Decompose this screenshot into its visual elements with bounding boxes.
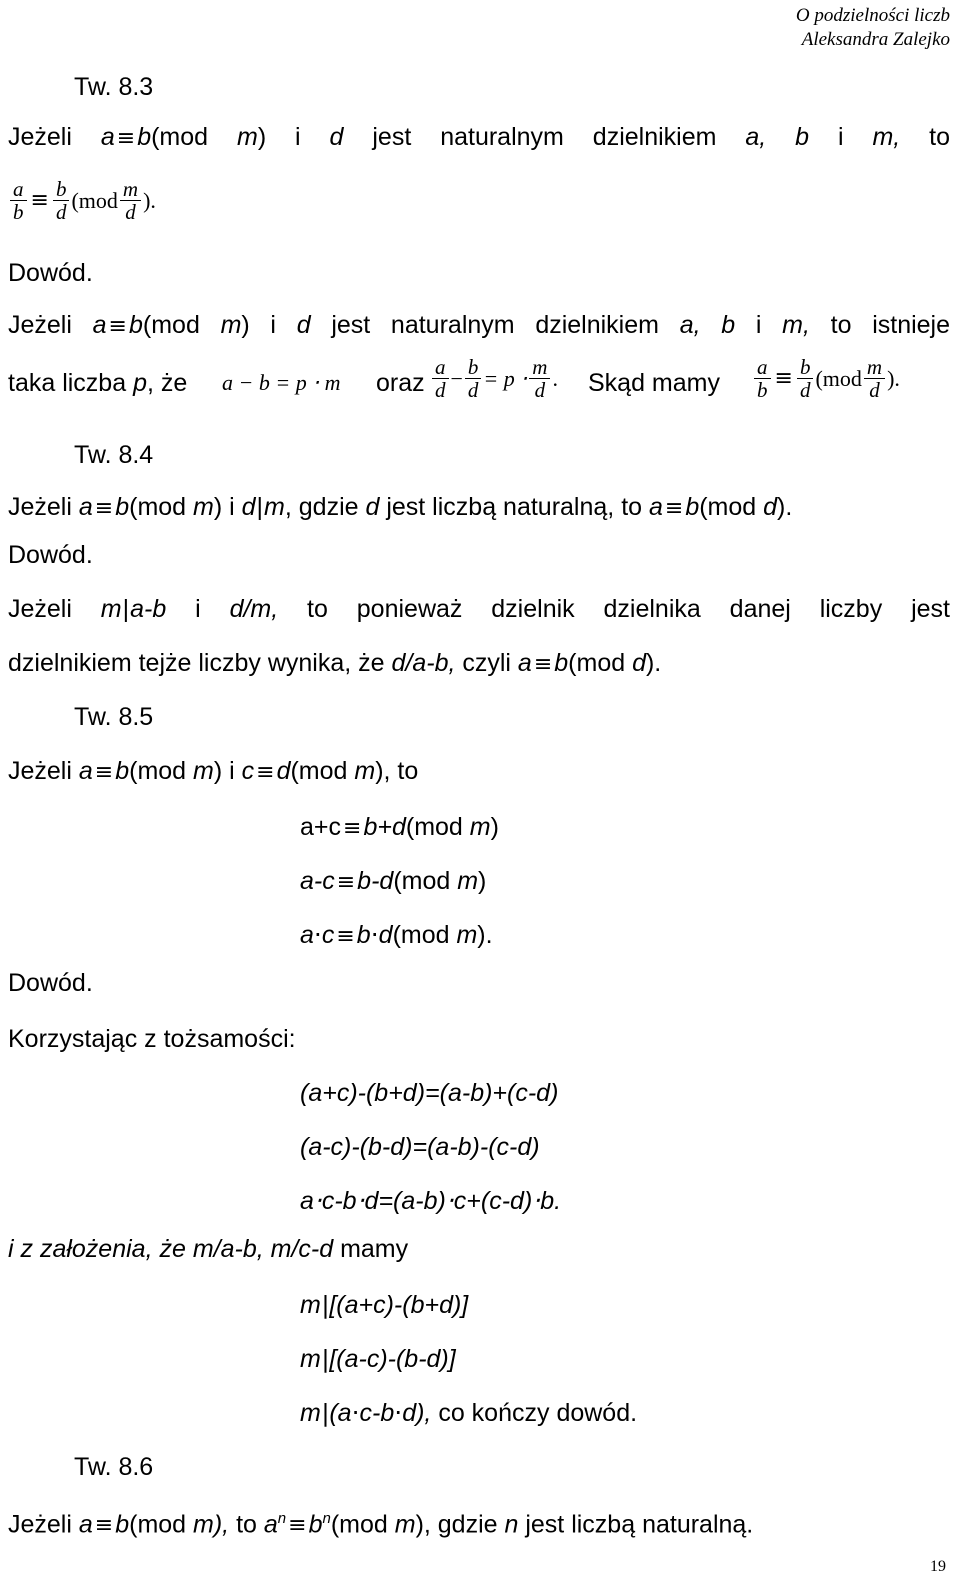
running-header — [796, 4, 950, 52]
theorem-8-6-statement: Jeżeli a≡b(mod m), to $a^n\equiv b^n(mod$ m), gdzie n jest liczbą naturalną. — [8, 1510, 754, 1539]
proof-label: Dowód. — [8, 259, 93, 287]
fraction-a-b: $\frac{a}{b}$ — [10, 178, 27, 223]
theorem-8-5-sum: a+c≡b+d(mod m) — [300, 813, 499, 841]
result-3: m|(a⋅c-b⋅d), co kończy dowód. — [300, 1399, 638, 1427]
theorem-8-3-statement: Jeżeli a≡b(mod m) i d jest naturalnym dzielnikiem a, b i m, to — [8, 123, 951, 151]
word-skad-mamy: Skąd mamy — [588, 369, 720, 397]
theorem-8-3-heading: Tw. 8.3 — [74, 73, 154, 101]
header-title: O podzielności liczb — [795, 5, 950, 26]
proof-8-3-line-2: taka liczba p, że — [8, 369, 188, 397]
fraction-b-d: $\frac{b}{d}$ — [53, 178, 70, 223]
page-number: 19 — [930, 1558, 946, 1575]
proof-8-4-line-2: dzielnikiem tejże liczby wynika, że d/a-b, czyli a≡b(mod d). — [8, 649, 662, 677]
word-oraz: oraz — [376, 369, 425, 397]
proof-label: Dowód. — [8, 541, 93, 569]
theorem-8-4-heading: Tw. 8.4 — [74, 441, 154, 469]
theorem-8-6-heading: Tw. 8.6 — [74, 1453, 154, 1481]
proof-8-3-line-1: Jeżeli a≡b(mod m) i d jest naturalnym dzielnikiem a, b i m, to istnieje — [8, 311, 951, 339]
theorem-8-5-difference: a-c≡b-d(mod m) — [300, 867, 487, 895]
result-1: m|[(a+c)-(b+d)] — [300, 1291, 469, 1319]
theorem-8-4-statement: Jeżeli a≡b(mod m) i d|m, gdzie d jest liczbą naturalną, to a≡b(mod d). — [8, 493, 793, 521]
proof-label: Dowód. — [8, 969, 93, 997]
equation-fractions: $\frac{a}{d}$ − $\frac{b}{d}$ = p ⋅ $\frac{m}{d}$ . — [430, 356, 558, 401]
identity-2: (a-c)-(b-d)=(a-b)-(c-d) — [300, 1133, 540, 1161]
theorem-8-5-heading: Tw. 8.5 — [74, 703, 154, 731]
identity-3: a⋅c-b⋅d=(a-b)⋅c+(c-d)⋅b. — [300, 1187, 562, 1215]
proof-8-5-intro: Korzystając z tożsamości: — [8, 1025, 296, 1053]
proof-8-5-assumption: i z założenia, że m/a-b, m/c-d mamy — [8, 1235, 409, 1263]
identity-1: (a+c)-(b+d)=(a-b)+(c-d) — [300, 1079, 559, 1107]
theorem-8-5-statement: Jeżeli a≡b(mod m) i c≡d(mod m), to — [8, 757, 419, 785]
proof-8-4-line-1: Jeżeli m|a-b i d/m, to ponieważ dzielnik dzielnika danej liczby jest — [8, 595, 950, 623]
result-2: m|[(a-c)-(b-d)] — [300, 1345, 456, 1373]
equation-conclusion: $\frac{a}{b}$ ≡ $\frac{b}{d}$ (mod $\frac{m}{d}$ ). — [752, 356, 900, 401]
header-author: Aleksandra Zalejko — [801, 29, 950, 50]
equation-a-minus-b: a − b = p ⋅ m — [222, 370, 341, 395]
theorem-8-5-product: a⋅c≡b⋅d(mod m). — [300, 921, 493, 949]
theorem-8-3-formula: $\frac{a}{b}$ ≡ $\frac{b}{d}$ (mod $\frac{m}{d}$ ). — [8, 178, 156, 223]
fraction-m-d: $\frac{m}{d}$ — [120, 178, 141, 223]
